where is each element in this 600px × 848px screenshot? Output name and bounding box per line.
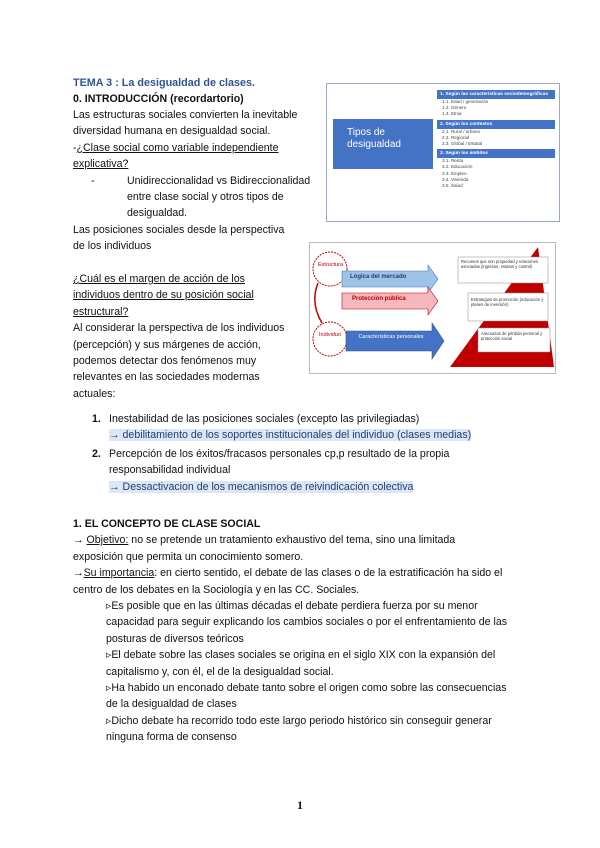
- numbered-list: [92, 411, 542, 495]
- personal-arrow-label: Características personales: [358, 334, 424, 340]
- intro-line: relevantes en las sociedades modernas: [73, 371, 260, 384]
- personal-arrow: [346, 323, 444, 359]
- structure-label: Estructura: [318, 262, 344, 268]
- result-text: Recursos que son propiedad y relaciones asociadas (ingresos, estatus y control): [461, 259, 539, 269]
- point-item: ▹El debate sobre las clases sociales se origina en el siglo XIX con la expansión del capitalismo y, con él, el de la desigualdad social.: [106, 649, 496, 678]
- result-text: Estrategias de promoción (educación y planes de inversión): [471, 297, 544, 307]
- importance-line: →Su importancia: en cierto sentido, el debate de las clases o de la estratificación ha sido el: [73, 567, 503, 580]
- intro-line: Las estructuras sociales convierten la inevitable: [73, 109, 298, 121]
- diagram-group: 1. Según las características sociodemográficas 1.1. Edad / generación 1.2. Género 1.3. Etnia: [437, 90, 555, 118]
- point-item: ▹Ha habido un enconado debate tanto sobre el origen como sobre las consecuencias de la desigualdad de clases: [106, 682, 507, 711]
- document-title: TEMA 3 : La desigualdad de clases.: [73, 77, 256, 89]
- intro-block: [73, 107, 323, 402]
- intro-line: podemos detectar dos fenómenos muy: [73, 355, 257, 368]
- market-arrow-label: Lógica del mercado: [350, 274, 407, 280]
- intro-line: Las posiciones sociales desde la perspectiva: [73, 223, 285, 236]
- diagram-main-box: Tipos de desigualdad: [333, 119, 433, 169]
- highlighted-consequence: → debilitamiento de los soportes institucionales del individuo (clases medias): [109, 429, 472, 442]
- highlighted-consequence: → Dessactivacion de los mecanismos de reivindicación colectiva: [109, 480, 414, 493]
- question-1-cont: explicativa?: [73, 158, 129, 171]
- point-item: ▹Dicho debate ha recorrido todo este largo periodo histórico sin conseguir generar ninguna forma de consenso: [106, 714, 492, 744]
- objective-line: exposición que permita un conocimiento somero.: [73, 550, 304, 563]
- section-heading: 1. EL CONCEPTO DE CLASE SOCIAL: [73, 518, 261, 530]
- intro-line: de los individuos: [73, 240, 152, 253]
- question-2-cont: individuos dentro de su posición social: [73, 289, 254, 302]
- curved-arrow: [315, 283, 322, 323]
- intro-line: actuales:: [73, 387, 116, 400]
- protection-arrow-label: Protección pública: [352, 296, 406, 302]
- point-item: ▹Es posible que en las últimas décadas el debate perdiera fuerza por su menor capacidad para seguir explicando los cambios sociales o por el enfrentamiento de las posturas de diversos teóricos: [106, 600, 508, 645]
- question-2: ¿Cuál es el margen de acción de los: [73, 273, 245, 286]
- intro-line: Al considerar la perspectiva de los individuos: [73, 322, 285, 335]
- individual-label: Individuo: [319, 332, 342, 338]
- intro-heading: 0. INTRODUCCIÓN (recordartorio): [73, 93, 244, 105]
- list-item: 2. Percepción de los éxitos/fracasos personales cp,p resultado de la propia responsabilidad individual → Dessactivacion de los mecanismos de reivindicación colectiva: [92, 447, 450, 493]
- inequality-types-diagram: [326, 83, 560, 222]
- bullet-item: - Unidireccionalidad vs Bidireccionalidad entre clase social y otros tipos de desigualdad.: [91, 174, 311, 220]
- section-1: [73, 516, 553, 746]
- structure-individual-diagram: [309, 242, 556, 374]
- intro-line: diversidad humana en desigualdad social.: [73, 125, 271, 138]
- diagram-group: 2. Según los contextos 2.1. Rural / urbano 2.2. Regional 2.3. Global / Estatal: [437, 120, 555, 148]
- page-number: 1: [297, 798, 303, 812]
- list-item: 1. Inestabilidad de las posiciones sociales (excepto las privilegiadas) → debilitamiento de los soportes institucionales del individuo (clases medias): [92, 413, 472, 442]
- question-1: -¿Clase social como variable independiente: [73, 141, 279, 154]
- importance-line: centro de los debates en la Sociología y en las CC. Sociales.: [73, 583, 360, 596]
- diagram-group: 3. Según los ámbitos 3.1. Renta 3.2. Educación 3.3. Empleo 3.4. Vivienda 3.5. Salud: [437, 149, 555, 189]
- objective-line: → Objetivo: no se pretende un tratamiento exhaustivo del tema, sino una limitada: [73, 534, 456, 547]
- result-text: Amenazas de pérdida personal y protección social: [481, 331, 543, 341]
- individual-circle: [313, 322, 347, 356]
- question-2-cont: estructural?: [73, 305, 129, 318]
- intro-line: (percepción) y sus márgenes de acción,: [73, 338, 261, 351]
